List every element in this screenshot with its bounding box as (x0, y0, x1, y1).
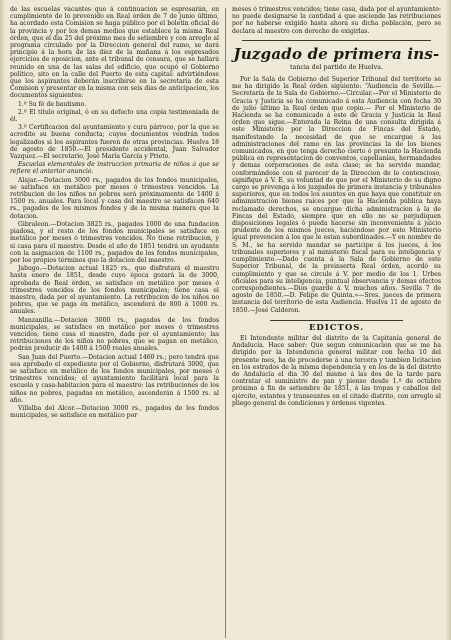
page-edge-left (0, 0, 5, 640)
paragraph: Por la Sala de Gobierno del Superior Tribunal del territorio se me ha dirigido la Real órden siguiente: “Audiencia de Sevilla.—Secretaría de la Sala de Gobierno.—Circular.—Por el Ministerio de Gracia y Justicia se ha comunicado á esta Audiencia con fecha 30 de julio último la Real órden que copio.— Por el Ministerio de Hacienda se ha comunicado á este de Gracia y Justicia la Real órden que sigue.—Enterada la Reina de una consulta dirigida á este Ministerio por la Direccion de Fincas del Estado, manifestando la necesidad de que se encargue á las administraciones del ramo en las provincias la de los bienes comunicados, en que tenga derecho cierto ó presunto la Hacienda pública en representacion de conventos, capellanías, hermandades y demas corporaciones de esta clase; se ha servido mandar, conformándose con el parecer de la Direccion de lo contencioso, signifique á V. E. su voluntad de que por el Ministerio de su digno cargo se prevenga á los juzgados de primera instancia y tribunales superiores, que en todos los asuntos en que haya que constituir en administracion bienes raíces por que la Hacienda pública haya reclamado derechos, se encargue dicha administracion á la de Fincas del Estado, siempre que en ello no se perjudiquen disposiciones legales ó pueda hacerse sin inconveniente á juicio prudente de los mismos jueces, haciéndose por este Ministerio igual prevencion á los que le estan subordinados.—Y en nombre de S. M., se ha servido mandar se participe á los jueces, á los tribunales superiores y al ministerio fiscal para su inteligencia y cumplimiento.—Dado cuenta á la Sala de Gobierno de este Superior Tribunal, de la preinserta Real órden, acordó su cumplimiento y que se circule á V. por medio de los 1. Urbes oficiales para su inteligencia, puntual observancia y demas efectos correspondientes.—Dios guarde á V. muchos años. Sevilla 7 de agosto de 1850.—D. Felipe de Quinta.»—Sres. jueces de primera instancia del territorio de esta Audiencia. Huelva 11 de agosto de 1850.—José Calderon. (232, 76, 441, 314)
right-column (226, 6, 445, 640)
paragraph: de las escuelas vacantes que á continuacion se espresarán, en cumplimiento de lo prevenido en Real órden de 7 de junio último, ha acordado esta Comision se haga público por el boletin oficial de la provincia y por los demas medios que establece la misma Real órden, que el dia 25 del próximo mes de setiembre y con arreglo al programa circulado por la Direccion general del ramo, se dará principio á la hora de las diez de la mañana á los espresados ejercicios de oposicion, ante el tribunal de censura, que se hallará reunido en una de las salas del edificio, que ocupó el Gobierno político, sito en la calle del Puerto de esta capital: advirtiéndose que los aspirantes deberán inscribirse en la secretaría de esta Comision y presentar en la misma con seis dias de anticipacion, los documentos siguientes: (10, 6, 219, 100)
section-subtitle: tancia del partido de Huelva. (290, 63, 383, 71)
paragraph: Alajar.—Dotacion 3000 rs., pagados de los fondos municipales, se satisface en metálico por meses ó trimestres vencidos. La retribucion de los niños no pobres será próximamente de 1400 á 1500 rs. anuales. Para local y casa del maestro se satisfacen 640 rs., pagados de los mismos fondos y de la misma manera que la dotacion. (10, 176, 219, 220)
paragraph: Manzanilla.—Dotacion 3000 rs., pagados de los fondos municipales, se satisface en metálico por meses ó trimestres vencidos; tiene casa el maestro, dada por el ayuntamiento; las retribuciones de los niños no pobres, que se pagan en metálico, podrán producir de 1400 á 1500 reales anuales. (10, 316, 219, 353)
paragraph: Villalba del Alcor.—Dotacion 3000 rs., pagados de los fondos municipales, se satisface en metálico por (10, 404, 219, 420)
paragraph: 2.º El título original, ó en su defecto una copia testimoniada de él. (10, 108, 219, 124)
schools-heading: Escuelas elementales de instruccion primaria de niños á que se refiere el anterior anuncio. (10, 161, 219, 176)
paragraph: meses ó trimestres vencidos; tiene casa, dada por el ayuntamiento: no puede designarse la cantidad á que asciende las retribuciones por no haberse exigido hasta ahora su dicha población, pero se declara al maestro con derecho de exigirlas. (232, 6, 441, 35)
paragraph: 1.º Su fé de bautismo. (18, 100, 87, 108)
paragraph: 3.º Certificacion del ayuntamiento y cura párroco, por la que se acredite su buena conducta; cuyos documentos vendrán todos legalizados si los aspirantes fueren de otras provincias. Huelva 18 de agosto de 1850.—El presidente accidental, Juan Salvador Vazquez.—El secretario, José María García y Prieto. (10, 124, 219, 161)
section-title: Juzgado de primera ins- (233, 44, 440, 63)
page-edge-right (446, 0, 451, 640)
paragraph: San Juan del Puerto.—Dotacion actual 1460 rs.; pero tendrá que sea aprobado el expediente por el Gobierno, disfrutará 3000, que se satisface en metálico de los fondos municipales, por meses ó trimestres vencidos; el ayuntamiento facilitará local para la escuela y casa-habitacion para el maestro: las retribuciones de los niños no pobres, pagadas en metálico, ascenderán á 1500 rs. al año. (10, 353, 219, 404)
divider (270, 320, 403, 321)
left-column (6, 6, 225, 640)
paragraph: El Intendente militar del distrito de la Capitanía general de Andalucía. Hace saber: Que segun comunicacion que se me ha dirigido por la Intendencia general militar con fecha 10 del presente mes, ha de procederse á una tercera y tambien licitacion en los estrados de la misma dependencia y en los de la del distrito de Andalucía el dia 30 del mismo á las dos de la tarde para contratar el suministro de pan y pienso desde 1.º de octubre próximo á fin de setiembre de 1851, á las tropas y caballos del ejército, estantes y transeuntes en el citado distrito, con arreglo al pliego general de condiciones y órdenes vigentes. (232, 334, 441, 407)
section-heading: EDICTOS. (308, 322, 365, 333)
paragraph: Jabugo.—Dotacion actual 1825 rs., que disfrutará el maestro hasta enero de 1851, desde cuyo época gozará la de 3000, aprobada de Real órden, se satisface en metálico por meses ó trimestres vencidos de los fondos municipales; tiene casa el maestro, dada por el ayuntamiento. La retribucion de los niños no pobres, que se paga en metálico, ascenderá de 800 á 1000 rs. anuales. (10, 265, 219, 316)
divider (242, 40, 431, 41)
paragraph: Gibraleon.—Dotacion 3825 rs., pagados 1000 de una fundacion piadosa, y el resto de los fondos municipales se satisface en metálico por meses ó trimestres vencidos. No tiene retribucion, y si casa para el maestro. Desde el año de 1851 tendrá un ayudante con la asignacion de 1100 rs., pagados de los fondos municipales, por los propios términos que la dotacion del maestro. (10, 220, 219, 264)
columns (6, 6, 445, 640)
